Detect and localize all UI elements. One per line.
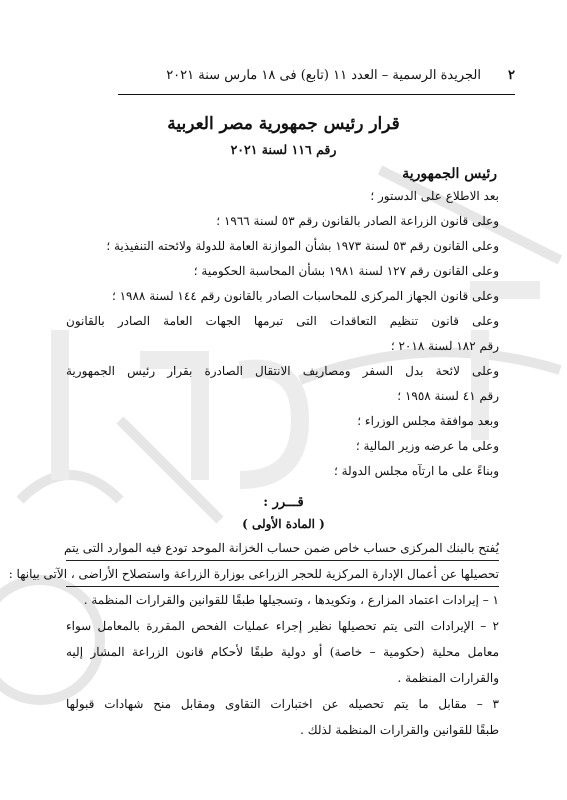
preamble-line: وعلى لائحة بدل السفر ومصاريف الانتقال الصادرة بقرار رئيس الجمهورية bbox=[66, 364, 499, 378]
body-line: معامل محلية (حكومية – خاصة) أو دولية طبقًا لأحكام قانون الزراعة المشار إليه bbox=[66, 645, 499, 659]
preamble-line: رقم ٤١ لسنة ١٩٥٨ ؛ bbox=[397, 389, 499, 403]
preamble-line: وعلى قانون الزراعة الصادر بالقانون رقم ٥٣ لسنة ١٩٦٦ ؛ bbox=[216, 214, 499, 228]
body-line: ٣ – مقابل ما يتم تحصيله عن اختبارات التقاوى ومقابل منح شهادات قبولها bbox=[66, 697, 499, 711]
preamble-line: وعلى القانون رقم ١٢٧ لسنة ١٩٨١ بشأن المحاسبة الحكومية ؛ bbox=[193, 264, 499, 278]
preamble-line: وبناءً على ما ارتآه مجلس الدولة ؛ bbox=[333, 464, 499, 478]
underline-rule bbox=[66, 560, 499, 561]
decree-number: رقم ١١٦ لسنة ٢٠٢١ bbox=[230, 142, 337, 157]
preamble-line: وعلى قانون تنظيم التعاقدات التى تبرمها الجهات العامة الصادر بالقانون bbox=[66, 314, 499, 328]
underline-rule bbox=[66, 586, 499, 587]
issuer-heading: رئيس الجمهورية bbox=[402, 166, 497, 182]
preamble-line: وعلى قانون الجهاز المركزى للمحاسبات الصادر بالقانون رقم ١٤٤ لسنة ١٩٨٨ ؛ bbox=[111, 289, 499, 303]
article-heading: ( المادة الأولى ) bbox=[242, 517, 325, 531]
preamble-line: بعد الاطلاع على الدستور ؛ bbox=[370, 189, 499, 203]
body-line: ١ – إيرادات اعتماد المزارع ، وتكويدها ، وتسجيلها طبقًا للقوانين والقرارات المنظمة . bbox=[83, 593, 499, 607]
body-line: ٢ – الإيرادات التى يتم تحصيلها نظير إجراء عمليات الفحص المقررة بالمعامل سواء bbox=[66, 619, 499, 633]
decree-title: قرار رئيس جمهورية مصر العربية bbox=[167, 114, 400, 134]
body-line: طبقًا للقوانين والقرارات المنظمة لذلك . bbox=[300, 723, 499, 737]
preamble-line: وبعد موافقة مجلس الوزراء ؛ bbox=[357, 414, 499, 428]
page-number: ٢ bbox=[508, 68, 515, 83]
preamble-line: وعلى القانون رقم ٥٣ لسنة ١٩٧٣ بشأن الموازنة العامة للدولة ولائحته التنفيذية ؛ bbox=[106, 239, 499, 253]
body-line: تحصيلها عن أعمال الإدارة المركزية للحجر الزراعى بوزارة الزراعة واستصلاح الأراضى ، الآتى بيانها : bbox=[8, 567, 499, 581]
header-text: الجريدة الرسمية – العدد ١١ (تابع) فى ١٨ مارس سنة ٢٠٢١ bbox=[166, 68, 481, 83]
preamble-line: وعلى ما عرضه وزير المالية ؛ bbox=[355, 439, 499, 453]
preamble-line: رقم ١٨٢ لسنة ٢٠١٨ ؛ bbox=[390, 339, 499, 353]
body-line: يُفتح بالبنك المركزى حساب خاص ضمن حساب الخزانة الموحد تودع فيه الموارد التى يتم bbox=[64, 541, 499, 555]
body-line: والقرارات المنظمة . bbox=[397, 671, 499, 685]
header-rule bbox=[118, 94, 515, 95]
gazette-header bbox=[120, 68, 515, 90]
decided-heading: قـــرر : bbox=[263, 495, 304, 510]
